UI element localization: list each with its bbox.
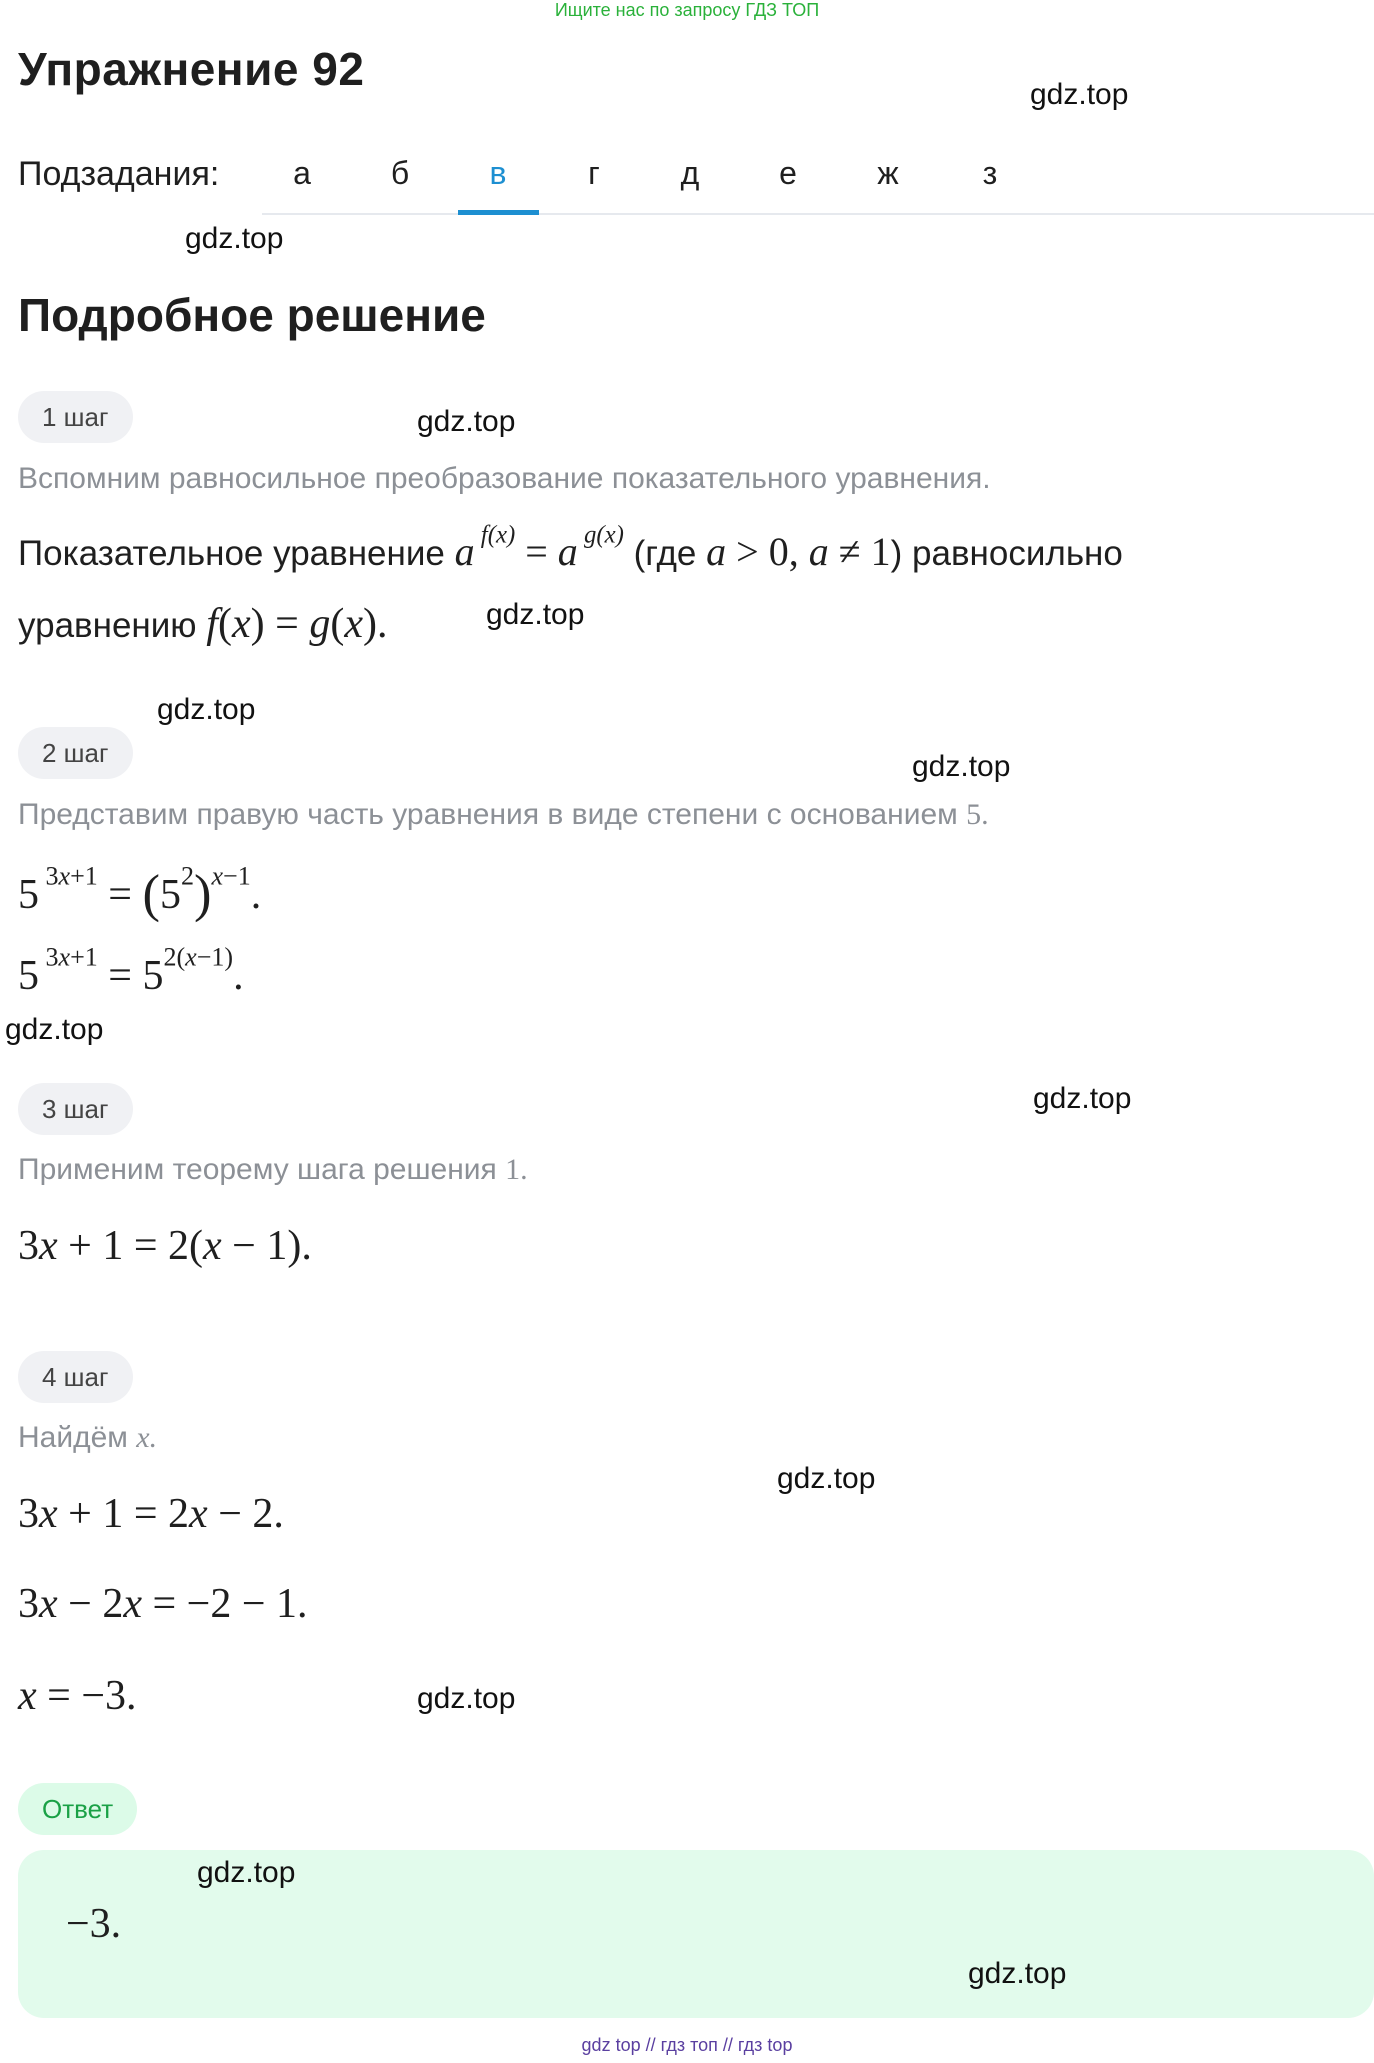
watermark: gdz.top (185, 222, 284, 255)
step-1-statement (18, 521, 1123, 575)
watermark: gdz.top (417, 405, 516, 438)
answer-badge: Ответ (18, 1783, 137, 1835)
watermark: gdz.top (486, 598, 585, 631)
step-2-badge: 2 шаг (18, 727, 133, 779)
tab-a[interactable]: а (293, 155, 311, 191)
tab-z[interactable]: з (982, 155, 998, 191)
hint-text: Представим правую часть уравнения в виде степени с основанием (18, 798, 958, 831)
tab-d[interactable]: д (680, 155, 700, 191)
top-banner[interactable]: Ищите нас по запросу ГДЗ ТОП (554, 0, 820, 20)
equation: 3x + 1 = 2x − 2. (18, 1491, 284, 1537)
condition: a > 0, a ≠ 1 (706, 529, 891, 574)
statement-prefix-2: уравнению (18, 606, 197, 645)
step-2-hint (18, 798, 989, 832)
formula: a $^{f(x)}$ = a $^{g(x)}$ (454, 521, 624, 574)
statement-prefix: Показательное уравнение (18, 534, 445, 573)
hint-num: 1. (505, 1153, 528, 1186)
hint-base: 5. (966, 798, 989, 831)
watermark: gdz.top (1030, 78, 1129, 111)
step-4-hint (18, 1421, 157, 1455)
watermark: gdz.top (777, 1462, 876, 1495)
watermark: gdz.top (417, 1682, 516, 1715)
subtasks-label: Подзадания: (18, 155, 220, 193)
watermark: gdz.top (912, 750, 1011, 783)
answer-value: −3. (66, 1901, 122, 1947)
equation: 3x + 1 = 2(x − 1). (18, 1223, 312, 1269)
tab-v[interactable]: в (489, 155, 507, 191)
tab-zh[interactable]: ж (877, 155, 899, 191)
watermark: gdz.top (968, 1957, 1067, 1990)
equation: 5 $^{3x+1} = 5^{2(x-1)}$. (18, 942, 244, 999)
tabs-divider (262, 213, 1374, 215)
step-1-badge: 1 шаг (18, 391, 133, 443)
active-tab-indicator (458, 210, 539, 215)
hint-text: Найдём (18, 1421, 128, 1454)
statement-where: (где (633, 534, 697, 573)
page-title: Упражнение 92 (18, 43, 365, 95)
tab-e[interactable]: е (779, 155, 797, 191)
step-1-hint: Вспомним равносильное преобразование показательного уравнения. (18, 462, 991, 495)
watermark: gdz.top (5, 1013, 104, 1046)
equation: 3x − 2x = −2 − 1. (18, 1581, 308, 1627)
step-3-hint (18, 1153, 528, 1187)
watermark: gdz.top (157, 693, 256, 726)
formula: f(x) = g(x). (206, 601, 388, 647)
step-1-statement-2 (18, 600, 387, 648)
step-3-badge: 3 шаг (18, 1083, 133, 1135)
equation: 5 $^{3x+1} = (5^2)^{x-1}$. (18, 861, 262, 923)
hint-var: x. (136, 1421, 158, 1454)
footer-links[interactable]: gdz top // гдз топ // гдз top (581, 2035, 793, 2055)
section-title: Подробное решение (18, 289, 486, 341)
watermark: gdz.top (197, 1856, 296, 1889)
watermark: gdz.top (1033, 1082, 1132, 1115)
statement-suffix: ) равносильно (890, 534, 1123, 573)
tab-g[interactable]: г (588, 155, 600, 191)
equation: x = −3. (18, 1673, 137, 1719)
hint-text: Применим теорему шага решения (18, 1153, 497, 1186)
step-4-badge: 4 шаг (18, 1351, 133, 1403)
tab-b[interactable]: б (390, 155, 410, 191)
